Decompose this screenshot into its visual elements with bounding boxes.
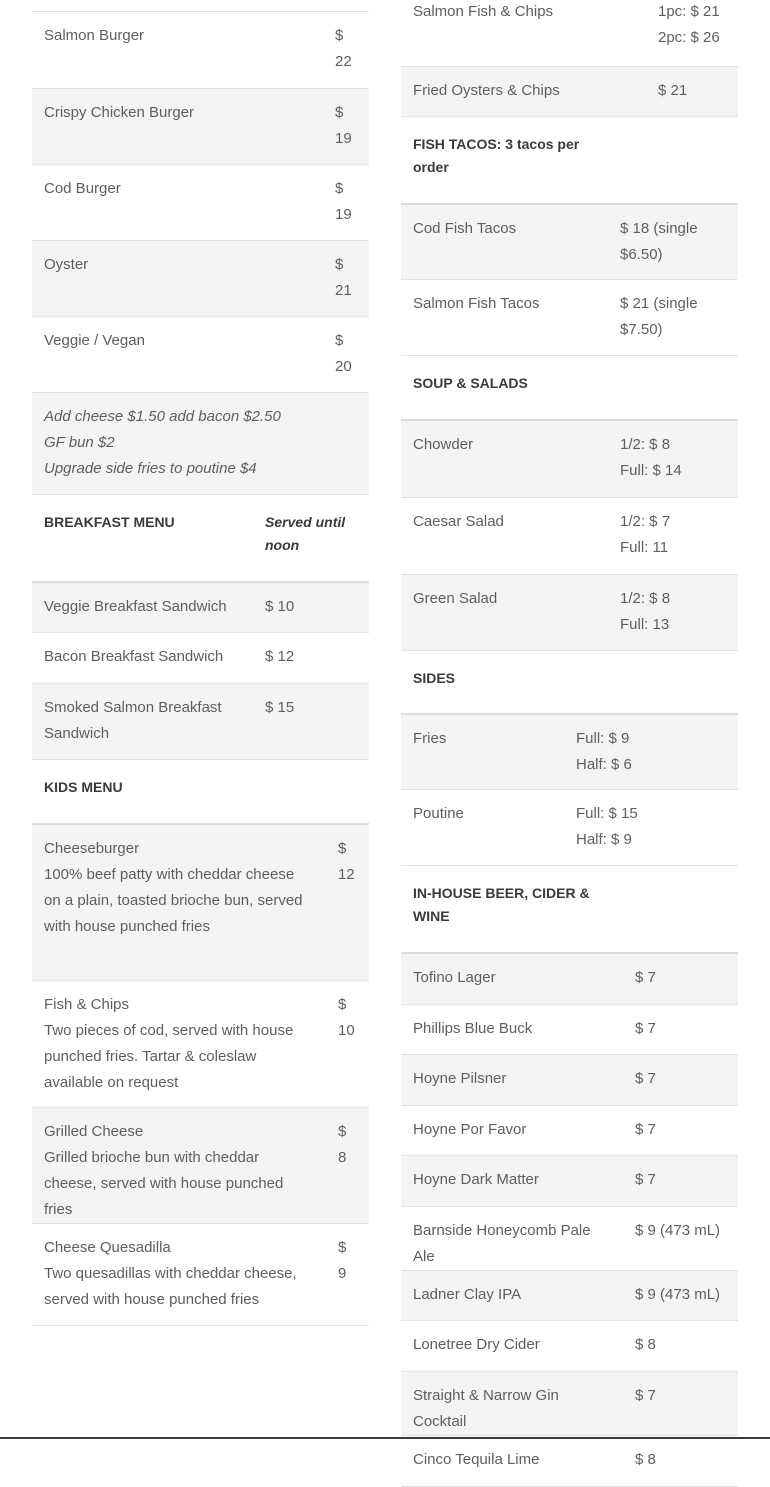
item-price: $ 22	[323, 11, 369, 88]
table-row	[401, 953, 738, 1004]
item-name: Green Salad	[401, 574, 608, 650]
table-row	[401, 1155, 738, 1206]
item-price: $ 7	[623, 1105, 738, 1155]
table-row	[32, 980, 369, 1107]
table-row	[32, 88, 369, 164]
item-name: Hoyne Pilsner	[401, 1054, 623, 1105]
item-description: Two pieces of cod, served with house punched fries. Tartar & coleslaw available on request	[44, 1021, 294, 1091]
table-row	[32, 824, 369, 980]
table-row	[32, 164, 369, 240]
table-row	[32, 582, 369, 633]
item-price: $ 9 (473 mL)	[623, 1270, 738, 1320]
item-price: Full: $ 15	[576, 805, 638, 822]
item-price: 1/2: $ 8	[620, 589, 671, 607]
section-header	[401, 651, 738, 714]
table-row	[401, 0, 738, 66]
item-price: $ 8	[326, 1107, 369, 1223]
item-price: $ 21	[323, 240, 369, 316]
item-name: Fries	[401, 714, 564, 790]
item-name: Salmon Fish Tacos	[401, 280, 608, 356]
sides-table	[401, 651, 738, 867]
item-name: Oyster	[32, 240, 323, 316]
item-price-alt: Half: $ 9	[576, 831, 632, 848]
item-price-alt: Half: $ 6	[576, 755, 632, 773]
burger-note: Upgrade side fries to poutine $4	[44, 459, 257, 477]
table-row	[401, 280, 738, 356]
item-price-alt: Full: 11	[620, 538, 669, 556]
item-price: $ 7	[623, 1371, 738, 1435]
section-header	[401, 117, 738, 204]
table-row	[401, 420, 738, 497]
item-name: Ladner Clay IPA	[401, 1270, 623, 1320]
soup-salads-table	[401, 356, 738, 651]
table-row	[401, 714, 738, 790]
section-title: BREAKFAST MENU	[32, 495, 253, 582]
item-name: Cod Fish Tacos	[401, 204, 608, 280]
table-row	[32, 1107, 369, 1223]
item-price: Full: $ 9	[576, 729, 630, 747]
item-price-alt: Full: 13	[620, 615, 670, 633]
item-name: Salmon Burger	[32, 11, 323, 88]
item-name: Veggie Breakfast Sandwich	[32, 582, 253, 633]
section-header	[32, 760, 369, 824]
item-name: Hoyne Por Favor	[401, 1105, 623, 1155]
table-row	[401, 1435, 738, 1486]
table-row	[32, 633, 369, 684]
fish-chips-table	[401, 0, 738, 117]
item-price: $ 19	[323, 164, 369, 240]
item-name: Fish & Chips	[44, 995, 130, 1013]
burger-note: Add cheese $1.50 add bacon $2.50	[44, 407, 281, 425]
table-row	[401, 497, 738, 574]
tacos-table	[401, 117, 738, 357]
item-name: Grilled Cheese	[44, 1122, 144, 1140]
item-name: Cod Burger	[32, 164, 323, 240]
item-name: Smoked Salmon Breakfast Sandwich	[32, 684, 253, 760]
item-name: Caesar Salad	[401, 497, 608, 574]
section-note: Served until noon	[253, 495, 369, 582]
section-title: SOUP & SALADS	[401, 356, 738, 420]
item-name: Straight & Narrow Gin Cocktail	[401, 1371, 623, 1435]
item-price: $ 7	[623, 1054, 738, 1105]
item-price: 1pc: $ 21	[658, 3, 720, 20]
section-header	[401, 866, 738, 953]
item-price: $ 7	[623, 1004, 738, 1054]
item-name: Hoyne Dark Matter	[401, 1155, 623, 1206]
item-price: 1/2: $ 8	[620, 436, 671, 453]
item-description: Two quesadillas with cheddar cheese, served with house punched fries	[44, 1264, 297, 1308]
table-row	[401, 204, 738, 280]
table-row	[401, 66, 738, 116]
item-price: $ 21	[646, 66, 738, 116]
item-price: $ 10	[253, 582, 369, 633]
table-row	[401, 1206, 738, 1270]
table-row	[401, 1371, 738, 1435]
table-row	[401, 1270, 738, 1320]
burgers-table	[32, 0, 369, 495]
item-price: $ 18 (single $6.50)	[608, 204, 738, 280]
section-header	[32, 495, 369, 582]
item-price: $ 7	[623, 1155, 738, 1206]
left-menu-column	[32, 0, 369, 1326]
item-name: Veggie / Vegan	[32, 316, 323, 392]
table-row	[32, 316, 369, 392]
item-price: $ 7	[623, 953, 738, 1004]
kids-table	[32, 760, 369, 1326]
item-price-alt: Full: $ 14	[620, 462, 682, 479]
table-row	[32, 1223, 369, 1325]
table-row	[401, 1105, 738, 1155]
item-name: Salmon Fish & Chips	[401, 0, 646, 66]
item-name: Poutine	[401, 790, 564, 866]
item-price: $ 10	[326, 980, 369, 1107]
table-row	[401, 790, 738, 866]
item-name: Crispy Chicken Burger	[32, 88, 323, 164]
item-name: Cheese Quesadilla	[44, 1238, 171, 1256]
item-price: $ 20	[323, 316, 369, 392]
item-description: Grilled brioche bun with cheddar cheese, served with house punched fries	[44, 1148, 284, 1218]
item-price: $ 8	[623, 1435, 738, 1486]
burger-note: GF bun $2	[44, 433, 115, 451]
section-title: IN-HOUSE BEER, CIDER & WINE	[401, 866, 623, 953]
item-price-alt: 2pc: $ 26	[658, 29, 720, 46]
item-name: Bacon Breakfast Sandwich	[32, 633, 253, 684]
item-price: $ 12	[253, 633, 369, 684]
item-price: $ 9 (473 mL)	[623, 1206, 738, 1270]
table-row	[32, 240, 369, 316]
item-price: $ 12	[326, 824, 369, 980]
table-row	[32, 11, 369, 88]
beer-cider-wine-table	[401, 866, 738, 1487]
item-name: Cinco Tequila Lime	[401, 1435, 623, 1486]
item-price: $ 21 (single $7.50)	[608, 280, 738, 356]
item-price: $ 9	[326, 1223, 369, 1325]
section-header	[401, 356, 738, 420]
section-title: FISH TACOS: 3 tacos per order	[401, 117, 608, 204]
item-name: Phillips Blue Buck	[401, 1004, 623, 1054]
table-row	[401, 1004, 738, 1054]
section-title: KIDS MENU	[32, 760, 369, 824]
table-row	[401, 1054, 738, 1105]
right-menu-column	[401, 0, 738, 1487]
item-name: Barnside Honeycomb Pale Ale	[401, 1206, 623, 1270]
item-name: Cheeseburger	[44, 840, 140, 857]
table-row	[401, 1320, 738, 1371]
breakfast-table	[32, 495, 369, 761]
table-row-spacer	[32, 0, 369, 11]
item-name: Tofino Lager	[401, 953, 623, 1004]
section-title: SIDES	[401, 651, 738, 714]
item-name: Fried Oysters & Chips	[401, 66, 646, 116]
item-description: 100% beef patty with cheddar cheese on a plain, toasted brioche bun, served with house punched fries	[44, 866, 303, 935]
item-price: 1/2: $ 7	[620, 512, 671, 530]
table-row	[401, 574, 738, 650]
item-price: $ 15	[253, 684, 369, 760]
item-price: $ 19	[323, 88, 369, 164]
item-name: Lonetree Dry Cider	[401, 1320, 623, 1371]
table-row	[32, 684, 369, 760]
burger-notes-row	[32, 392, 369, 494]
item-name: Chowder	[401, 420, 608, 497]
item-price: $ 8	[623, 1320, 738, 1371]
